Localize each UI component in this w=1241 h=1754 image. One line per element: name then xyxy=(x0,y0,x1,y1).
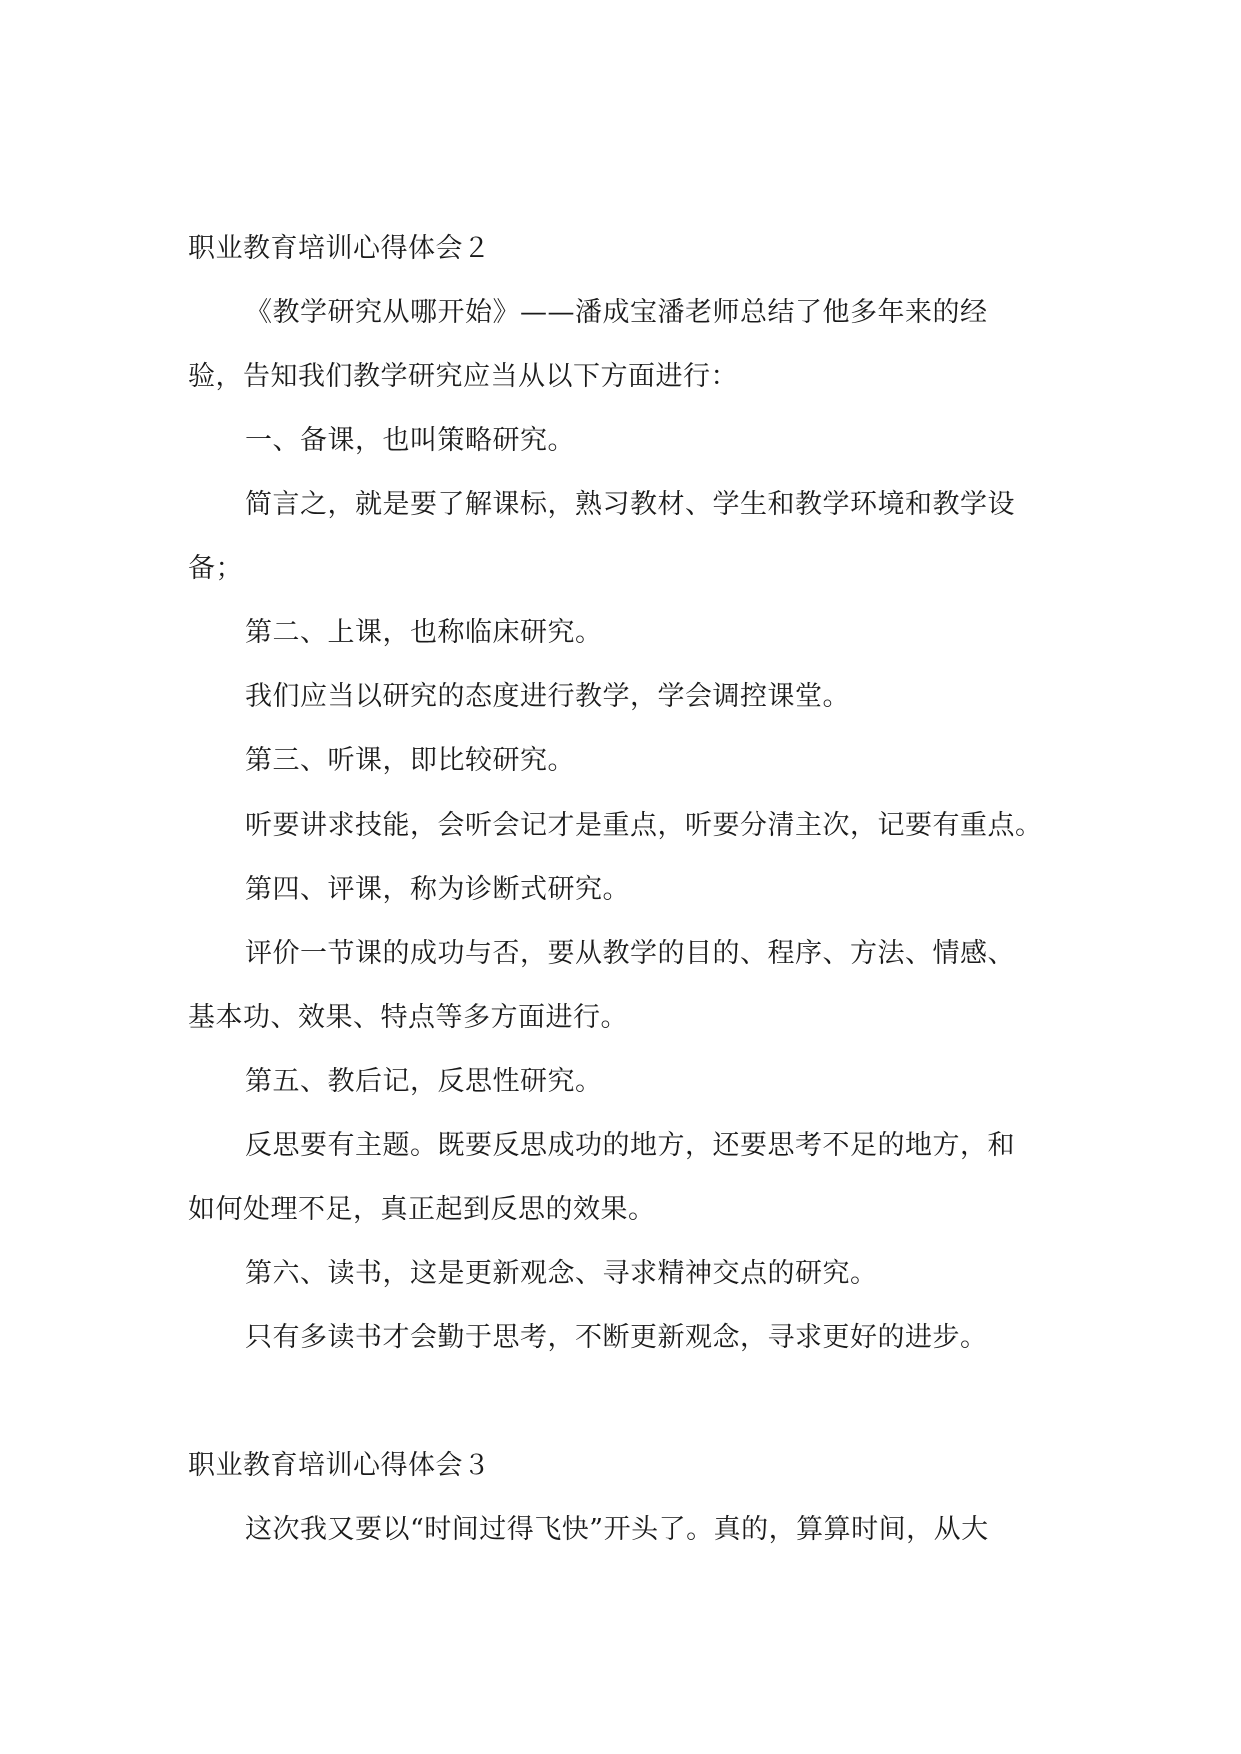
paragraph-line: 如何处理不足，真正起到反思的效果。 xyxy=(188,1194,656,1225)
paragraph-line: 这次我又要以“时间过得飞快”开头了。真的，算算时间，从大 xyxy=(245,1514,989,1545)
paragraph-line: 第五、教后记，反思性研究。 xyxy=(245,1066,603,1097)
paragraph-line: 一、备课，也叫策略研究。 xyxy=(245,425,575,456)
paragraph-line: 第三、听课，即比较研究。 xyxy=(245,745,575,776)
paragraph-line: 第二、上课，也称临床研究。 xyxy=(245,617,603,648)
paragraph-line: 反思要有主题。既要反思成功的地方，还要思考不足的地方，和 xyxy=(245,1130,1015,1161)
paragraph-line: 备； xyxy=(188,553,243,584)
paragraph-line: 听要讲求技能，会听会记才是重点，听要分清主次，记要有重点。 xyxy=(245,810,1043,841)
paragraph-line: 第四、评课，称为诊断式研究。 xyxy=(245,874,630,905)
paragraph-line: 我们应当以研究的态度进行教学，学会调控课堂。 xyxy=(245,681,850,712)
paragraph-line: 验，告知我们教学研究应当从以下方面进行： xyxy=(188,361,738,392)
paragraph-line: 评价一节课的成功与否，要从教学的目的、程序、方法、情感、 xyxy=(245,938,1015,969)
paragraph-line: 只有多读书才会勤于思考，不断更新观念，寻求更好的进步。 xyxy=(245,1322,988,1353)
paragraph-line: 第六、读书，这是更新观念、寻求精神交点的研究。 xyxy=(245,1258,878,1289)
paragraph-line: 基本功、效果、特点等多方面进行。 xyxy=(188,1002,628,1033)
section-title: 职业教育培训心得体会２ xyxy=(188,233,491,264)
section-title: 职业教育培训心得体会３ xyxy=(188,1450,491,1481)
paragraph-line: 《教学研究从哪开始》——潘成宝潘老师总结了他多年来的经 xyxy=(245,297,988,328)
paragraph-line: 简言之，就是要了解课标，熟习教材、学生和教学环境和教学设 xyxy=(245,489,1015,520)
